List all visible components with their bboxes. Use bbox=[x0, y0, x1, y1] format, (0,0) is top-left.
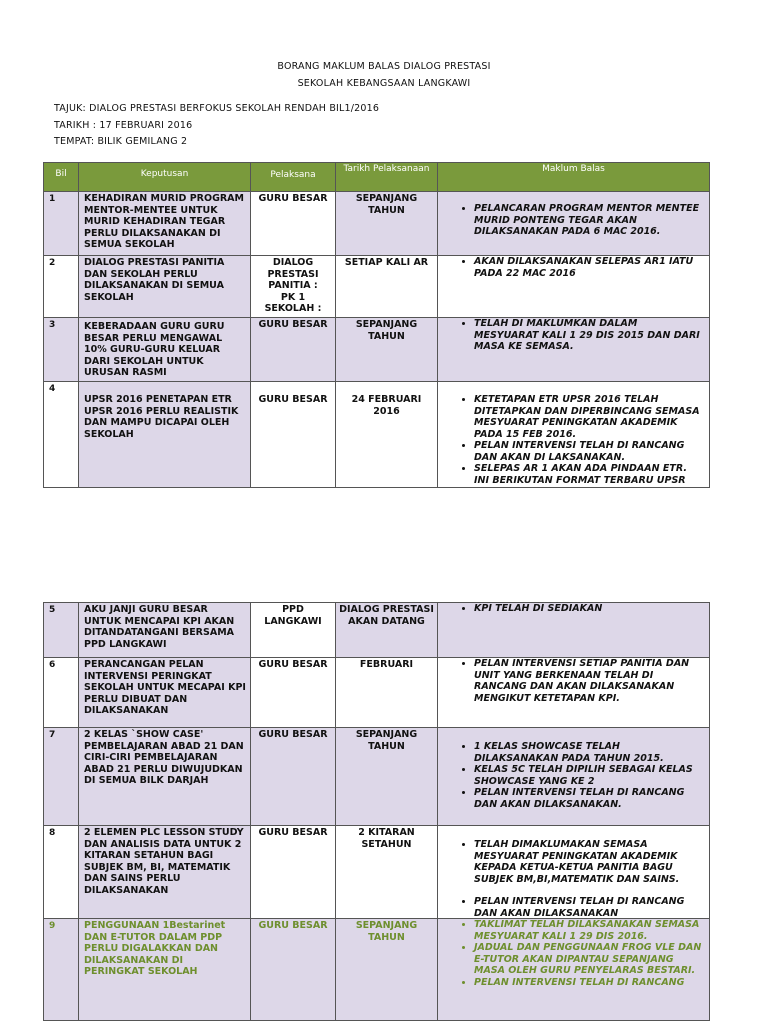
row-pelaksana: GURU BESAR bbox=[251, 192, 336, 256]
list-item: • PELAN INTERVENSI TELAH DI RANCANG bbox=[474, 977, 703, 989]
row-bil: 3 bbox=[44, 318, 79, 382]
row-maklum-balas bbox=[438, 826, 710, 919]
row-bil: 9 bbox=[44, 919, 79, 1021]
meta-tajuk: TAJUK: DIALOG PRESTASI BERFOKUS SEKOLAH RENDAH BIL1/2016 bbox=[54, 103, 380, 114]
table-header-row bbox=[44, 163, 710, 192]
list-item: • TELAH DI MAKLUMKAN DALAM MESYUARAT KALI 1 29 DIS 2015 DAN DARI MASA KE SEMASA. bbox=[474, 318, 703, 353]
list-item: • TELAH DIMAKLUMAKAN SEMASA MESYUARAT PENINGKATAN AKADEMIK KEPADA KETUA-KETUA PANITIA BAGU SUBJEK BM,BI,MATEMATIK DAN SAINS. bbox=[474, 839, 703, 885]
table-row bbox=[44, 192, 710, 256]
list-item: • PELAN INTERVENSI TELAH DI RANCANG DAN AKAN DILAKSANAKAN. bbox=[474, 787, 703, 810]
table-row bbox=[44, 256, 710, 318]
col-header-pelaksana: Pelaksana bbox=[251, 163, 336, 192]
row-pelaksana: GURU BESAR bbox=[251, 728, 336, 826]
list-item: • 1 KELAS SHOWCASE TELAH DILAKSANAKAN PADA TAHUN 2015. bbox=[474, 741, 703, 764]
table-row bbox=[44, 658, 710, 728]
list-item: • TAKLIMAT TELAH DILAKSANAKAN SEMASA MESYUARAT KALI 1 29 DIS 2016. bbox=[474, 919, 703, 942]
row-bil: 8 bbox=[44, 826, 79, 919]
list-item: • PELAN INTERVENSI TELAH DI RANCANG DAN AKAN DILAKSANAKAN bbox=[474, 896, 703, 917]
list-item: • SELEPAS AR 1 AKAN ADA PINDAAN ETR. INI BERIKUTAN FORMAT TERBARU UPSR bbox=[474, 463, 703, 486]
row-keputusan: PENGGUNAAN 1Bestarinet DAN E-TUTOR DALAM PDP PERLU DIGALAKKAN DAN DILAKSANAKAN DI PERINGKAT SEKOLAH bbox=[79, 919, 251, 1021]
row-bil: 2 bbox=[44, 256, 79, 318]
row-tarikh: SETIAP KALI AR bbox=[336, 256, 438, 318]
row-keputusan: UPSR 2016 PENETAPAN ETR UPSR 2016 PERLU REALISTIK DAN MAMPU DICAPAI OLEH SEKOLAH bbox=[79, 382, 251, 488]
school-name: SEKOLAH KEBANGSAAN LANGKAWI bbox=[297, 78, 471, 89]
row-keputusan: DIALOG PRESTASI PANITIA DAN SEKOLAH PERLU DILAKSANAKAN DI SEMUA SEKOLAH bbox=[79, 256, 251, 318]
col-header-tarikh: Tarikh Pelaksanaan bbox=[336, 163, 438, 192]
row-pelaksana: GURU BESAR bbox=[251, 318, 336, 382]
row-tarikh: 24 FEBRUARI 2016 bbox=[336, 382, 438, 488]
row-tarikh: SEPANJANG TAHUN bbox=[336, 192, 438, 256]
row-bil: 5 bbox=[44, 603, 79, 658]
list-item: • PELAN INTERVENSI SETIAP PANITIA DAN UNIT YANG BERKENAAN TELAH DI RANCANG DAN AKAN DILAKSANAKAN MENGIKUT KETETAPAN KPI. bbox=[474, 658, 703, 704]
row-bil: 7 bbox=[44, 728, 79, 826]
col-header-maklum-balas: Maklum Balas bbox=[438, 163, 710, 192]
row-tarikh: 2 KITARAN SETAHUN bbox=[336, 826, 438, 919]
list-item: • PELANCARAN PROGRAM MENTOR MENTEE MURID PONTENG TEGAR AKAN DILAKSANAKAN PADA 6 MAC 2016. bbox=[474, 203, 703, 238]
list-item: • KETETAPAN ETR UPSR 2016 TELAH DITETAPKAN DAN DIPERBINCANG SEMASA MESYUARAT PENINGKATAN AKADEMIK PADA 15 FEB 2016. bbox=[474, 394, 703, 440]
table-row bbox=[44, 919, 710, 1021]
row-tarikh: SEPANJANG TAHUN bbox=[336, 919, 438, 1021]
row-pelaksana: GURU BESAR bbox=[251, 919, 336, 1021]
row-maklum-balas bbox=[438, 256, 710, 318]
list-item: • PELAN INTERVENSI TELAH DI RANCANG DAN AKAN DI LAKSANAKAN. bbox=[474, 440, 703, 463]
row-pelaksana: GURU BESAR bbox=[251, 826, 336, 919]
row-keputusan: 2 KELAS `SHOW CASE' PEMBELAJARAN ABAD 21 DAN CIRI-CIRI PEMBELAJARAN ABAD 21 PERLU DIWUJUDKAN DI SEMUA BILK DARJAH bbox=[79, 728, 251, 826]
row-keputusan: KEBERADAAN GURU GURU BESAR PERLU MENGAWAL 10% GURU-GURU KELUAR DARI SEKOLAH UNTUK URUSAN RASMI bbox=[79, 318, 251, 382]
table-row bbox=[44, 382, 710, 488]
list-item: • KPI TELAH DI SEDIAKAN bbox=[474, 603, 703, 615]
table-row bbox=[44, 318, 710, 382]
col-header-keputusan: Keputusan bbox=[79, 163, 251, 192]
row-pelaksana: DIALOG PRESTASI PANITIA : PK 1 SEKOLAH : bbox=[251, 256, 336, 318]
row-maklum-balas bbox=[438, 658, 710, 728]
row-maklum-balas bbox=[438, 192, 710, 256]
row-bil: 1 bbox=[44, 192, 79, 256]
row-maklum-balas bbox=[438, 919, 710, 1021]
meta-tarikh: TARIKH : 17 FEBRUARI 2016 bbox=[54, 120, 193, 131]
table-row bbox=[44, 603, 710, 658]
row-keputusan: KEHADIRAN MURID PROGRAM MENTOR-MENTEE UNTUK MURID KEHADIRAN TEGAR PERLU DILAKSANAKAN DI SEMUA SEKOLAH bbox=[79, 192, 251, 256]
row-tarikh: DIALOG PRESTASI AKAN DATANG bbox=[336, 603, 438, 658]
row-maklum-balas bbox=[438, 382, 710, 488]
row-pelaksana: PPD LANGKAWI bbox=[251, 603, 336, 658]
row-pelaksana: GURU BESAR bbox=[251, 658, 336, 728]
row-keputusan: 2 ELEMEN PLC LESSON STUDY DAN ANALISIS DATA UNTUK 2 KITARAN SETAHUN BAGI SUBJEK BM, BI, MATEMATIK DAN SAINS PERLU DILAKSANAKAN bbox=[79, 826, 251, 919]
row-keputusan: AKU JANJI GURU BESAR UNTUK MENCAPAI KPI AKAN DITANDATANGANI BERSAMA PPD LANGKAWI bbox=[79, 603, 251, 658]
row-keputusan: PERANCANGAN PELAN INTERVENSI PERINGKAT SEKOLAH UNTUK MECAPAI KPI PERLU DIBUAT DAN DILAKSANAKAN bbox=[79, 658, 251, 728]
row-tarikh: FEBRUARI bbox=[336, 658, 438, 728]
feedback-table-page-1 bbox=[43, 162, 710, 488]
form-title: BORANG MAKLUM BALAS DIALOG PRESTASI bbox=[277, 61, 491, 72]
row-maklum-balas bbox=[438, 603, 710, 658]
list-item: • AKAN DILAKSANAKAN SELEPAS AR1 IATU PADA 22 MAC 2016 bbox=[474, 256, 703, 279]
list-item: • KELAS 5C TELAH DIPILIH SEBAGAI KELAS SHOWCASE YANG KE 2 bbox=[474, 764, 703, 787]
list-item: • JADUAL DAN PENGGUNAAN FROG VLE DAN E-TUTOR AKAN DIPANTAU SEPANJANG MASA OLEH GURU PENYELARAS BESTARI. bbox=[474, 942, 703, 977]
feedback-table-page-2 bbox=[43, 602, 710, 1021]
row-maklum-balas bbox=[438, 728, 710, 826]
row-maklum-balas bbox=[438, 318, 710, 382]
col-header-bil: Bil bbox=[44, 163, 79, 192]
row-bil: 6 bbox=[44, 658, 79, 728]
table-row bbox=[44, 728, 710, 826]
row-tarikh: SEPANJANG TAHUN bbox=[336, 318, 438, 382]
row-pelaksana: GURU BESAR bbox=[251, 382, 336, 488]
row-tarikh: SEPANJANG TAHUN bbox=[336, 728, 438, 826]
table-row bbox=[44, 826, 710, 919]
row-bil: 4 bbox=[44, 382, 79, 488]
meta-tempat: TEMPAT: BILIK GEMILANG 2 bbox=[54, 136, 188, 147]
